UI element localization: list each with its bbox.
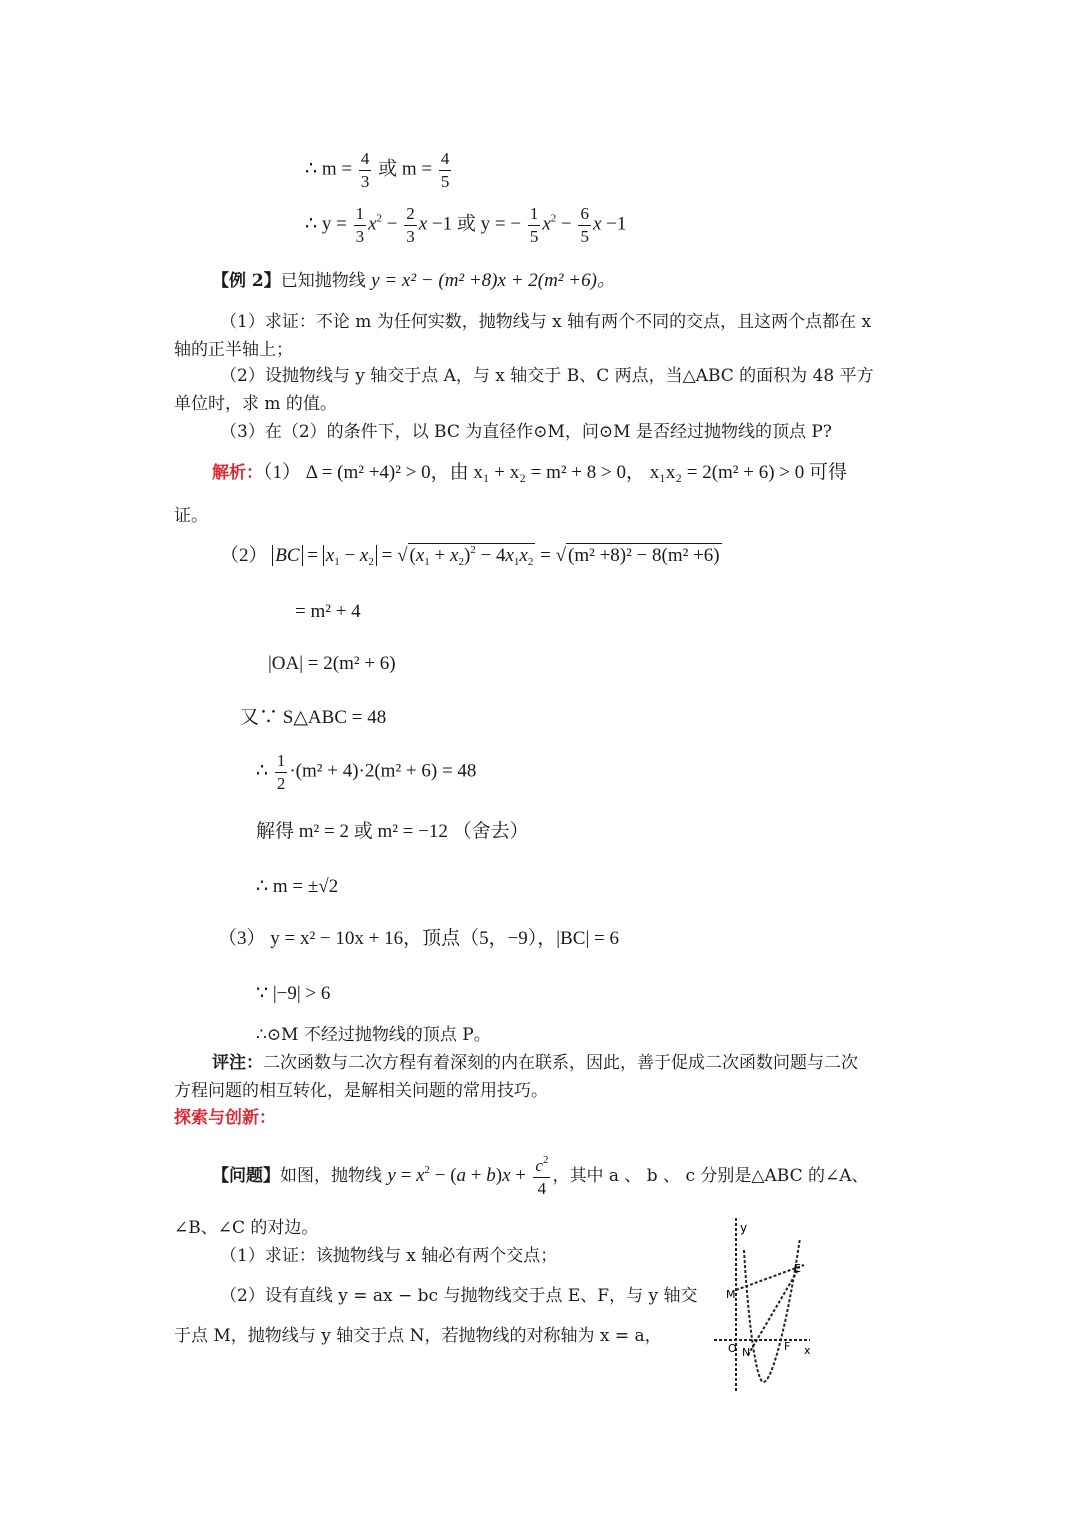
solution-2-radicand: (m² +8)² − 8(m² +6)	[568, 545, 720, 566]
fraction-4-3: $\frac{4}{3}$	[360, 149, 370, 191]
fraction-4-5: $\frac{4}{5}$	[440, 149, 450, 191]
figure-label-f: F	[784, 1340, 791, 1353]
solution-2-eq5: ∴ $\frac{1}{2}$ ·(m² + 4)·2(m² + 6) = 48	[256, 751, 477, 793]
m-result-prefix: ∴ m =	[305, 158, 353, 180]
example-formula: y = x² − (m² +8)x + 2(m² +6)。	[371, 270, 616, 291]
figure-label-e: E	[794, 1262, 801, 1275]
y-result-or: 或	[456, 213, 476, 235]
fraction-6-5: $\frac{6}{5}$	[580, 204, 589, 246]
y-result-prefix: ∴ y =	[305, 213, 347, 235]
figure-label-x: x	[804, 1344, 811, 1357]
comment-label: 评注：	[212, 1053, 263, 1073]
problem-tag: 【问题】	[212, 1165, 280, 1186]
explore-heading: 探索与创新：	[174, 1108, 276, 1128]
example-text: 已知抛物线	[280, 271, 366, 291]
parabola-figure	[708, 1210, 818, 1395]
analysis-line-1	[212, 463, 847, 482]
problem-line-a: 【问题】如图，抛物线 $y = x^2 - (a + b)x$ + $\frac{c^2}{4}$ ，其中 a 、 b 、 c 分别是△ABC 的∠A、	[212, 1154, 869, 1198]
problem-line-c: ∠B、∠C 的对边。	[174, 1218, 319, 1238]
comment-text-a: 二次函数与二次方程有着深刻的内在联系，因此，善于促成二次函数问题与二次	[263, 1053, 858, 1073]
fraction-c2-4: $\frac{c^2}{4}$	[535, 1154, 549, 1198]
comment-line-b: 方程问题的相互转化，是解相关问题的常用技巧。	[174, 1081, 548, 1101]
solution-2-eq3: |OA| = 2(m² + 6)	[268, 653, 396, 674]
problem-question-2b: 于点 M，抛物线与 y 轴交于点 N，若抛物线的对称轴为 x = a，	[174, 1326, 662, 1346]
fraction-1-5: $\frac{1}{5}$	[529, 204, 539, 246]
solution-2-eq5-tail: ·(m² + 4)·2(m² + 6) = 48	[289, 760, 477, 782]
analysis-part-1: （1） Δ = (m² +4)² > 0，由 x₁ + x₂ = m² + 8 > 0， x₁x₂ = 2(m² + 6) > 0 可得	[263, 462, 847, 483]
y-result-line: ∴ y = $\frac{1}{3}$ $x^2$ − $\frac{2}{3}$ x −1 或 y = − $\frac{1}{5}$ $x^2$ − $\frac{6}{5}$ x −1	[305, 204, 627, 246]
solution-2-eq4: 又∵ S△ABC = 48	[240, 707, 387, 728]
figure-label-m: M	[726, 1288, 736, 1301]
analysis-line-1b: 证。	[174, 506, 208, 526]
question-2-line-a: （2）设抛物线与 y 轴交于点 A，与 x 轴交于 B、C 两点，当△ABC 的面积为 48 平方	[220, 366, 874, 386]
problem-text-b: ，其中 a 、 b 、 c 分别是△ABC 的∠A、	[552, 1165, 869, 1186]
solution-2-bc-line: （2） BC = $x_1 - x_2$ = √ $(x_1 + x_2)^2 - 4x_1x_2$ = √ (m² +8)² − 8(m² +6)	[220, 544, 720, 568]
question-1-line-a: （1）求证：不论 m 为任何实数，抛物线与 x 轴有两个不同的交点，且这两个点都在 x	[220, 312, 872, 332]
problem-question-1: （1）求证：该抛物线与 x 轴必有两个交点；	[220, 1246, 558, 1266]
problem-text-a: 如图，抛物线	[280, 1165, 382, 1186]
solution-2-eq2: = m² + 4	[295, 601, 361, 622]
m-result-or: 或	[378, 158, 398, 180]
question-1-line-b: 轴的正半轴上；	[174, 340, 293, 360]
fraction-2-3: $\frac{2}{3}$	[406, 204, 415, 246]
question-3-line: （3）在（2）的条件下，以 BC 为直径作⊙M，问⊙M 是否经过抛物线的顶点 P?	[220, 422, 832, 442]
y-result-mid: y = −	[480, 213, 522, 235]
figure-label-o: O	[728, 1342, 737, 1355]
figure-label-y: y	[740, 1221, 748, 1235]
m-result-mid: m =	[401, 158, 433, 180]
solution-2-label: （2）	[220, 545, 268, 566]
solution-2-eq6: 解得 m² = 2 或 m² = −12 （舍去）	[256, 821, 529, 842]
figure-label-n: N	[742, 1346, 751, 1359]
fraction-1-2: $\frac{1}{2}$	[276, 751, 286, 793]
solution-3-line: （3） y = x² − 10x + 16，顶点（5，−9），|BC| = 6	[218, 928, 619, 949]
parabola-curve	[744, 1238, 800, 1382]
solution-3-conclusion: ∴⊙M 不经过抛物线的顶点 P。	[256, 1025, 491, 1045]
solution-2-eq7: ∴ m = ±√2	[256, 876, 339, 897]
solution-3-compare: ∵ |−9| > 6	[256, 983, 331, 1004]
question-2-line-b: 单位时，求 m 的值。	[174, 394, 337, 414]
problem-question-2a: （2）设有直线 y = ax − bc 与抛物线交于点 E、F，与 y 轴交	[220, 1286, 698, 1306]
example-2-line	[212, 271, 616, 290]
example-tag: 【例 2】	[212, 271, 281, 291]
analysis-label: 解析：	[212, 463, 263, 483]
m-result-line	[305, 150, 453, 191]
fraction-1-3: $\frac{1}{3}$	[355, 204, 365, 246]
comment-line-a	[212, 1049, 858, 1077]
